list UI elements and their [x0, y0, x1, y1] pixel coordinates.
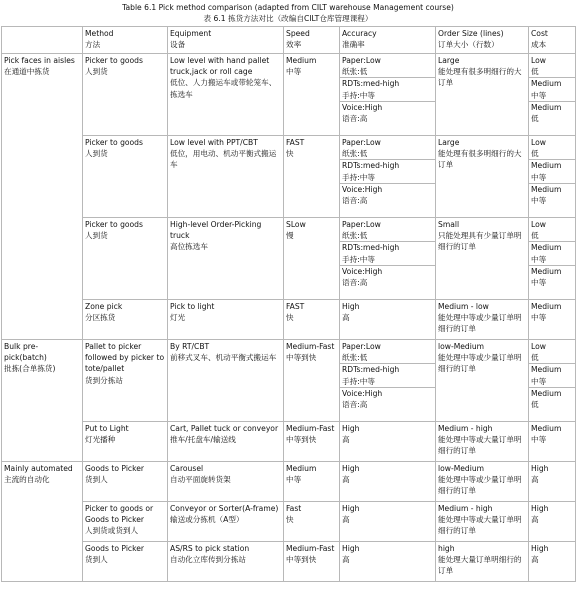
method-cell: Picker to goods 人到货 — [83, 218, 168, 300]
accuracy-cell: High 高 — [340, 502, 436, 542]
header-speed: Speed 效率 — [284, 27, 340, 54]
order-size-cell: low-Medium 能处理中等或少量订单明细行的订单 — [436, 462, 529, 502]
cost-cell: Medium 中等 — [529, 300, 576, 340]
order-size-cell: Small 只能处理具有少量订单明细行的订单 — [436, 218, 529, 300]
equipment-cell: Pick to light 灯光 — [168, 300, 284, 340]
order-size-cell: Large 能处理有很多明细行的大订单 — [436, 54, 529, 136]
table-row — [2, 136, 576, 218]
table-row — [2, 218, 576, 300]
table-row — [2, 462, 576, 502]
cost-cell: Low 低 Medium 中等 Medium 中等 — [529, 218, 576, 300]
order-size-cell: high 能处理大量订单明细行的订单 — [436, 542, 529, 582]
header-group-cell — [2, 27, 83, 54]
cost-cell: Low 低 Medium 中等 Medium 低 — [529, 340, 576, 422]
speed-cell: Medium 中等 — [284, 462, 340, 502]
order-size-cell: Large 能处理有很多明细行的大订单 — [436, 136, 529, 218]
table-row — [2, 502, 576, 542]
cost-cell: High 高 — [529, 502, 576, 542]
order-size-cell: Medium - high 能处理中等或大量订单明细行的订单 — [436, 422, 529, 462]
accuracy-cell: Paper:Low 纸张:低 RDTs:med-high 手持:中等 Voice:High 语音:高 — [340, 136, 436, 218]
speed-cell: Medium-Fast 中等到快 — [284, 422, 340, 462]
speed-cell: FAST 快 — [284, 136, 340, 218]
header-equipment: Equipment 设备 — [168, 27, 284, 54]
header-row — [2, 27, 576, 54]
order-size-cell: Medium - high 能处理中等或大量订单明细行的订单 — [436, 502, 529, 542]
cost-cell: Low 低 Medium 中等 Medium 低 — [529, 54, 576, 136]
table-row — [2, 54, 576, 136]
table-row — [2, 542, 576, 582]
accuracy-cell: High 高 — [340, 462, 436, 502]
speed-cell: Medium 中等 — [284, 54, 340, 136]
equipment-cell: Carousel 自动平面旋转货架 — [168, 462, 284, 502]
accuracy-cell: Paper:Low 纸张:低 RDTs:med-high 手持:中等 Voice:High 语音:高 — [340, 340, 436, 422]
accuracy-cell: High 高 — [340, 422, 436, 462]
accuracy-cell: High 高 — [340, 300, 436, 340]
speed-cell: FAST 快 — [284, 300, 340, 340]
cost-cell: Medium 中等 — [529, 422, 576, 462]
cost-cell: High 高 — [529, 462, 576, 502]
method-cell: Picker to goods 人到货 — [83, 136, 168, 218]
speed-cell: Medium-Fast 中等到快 — [284, 542, 340, 582]
accuracy-cell: Paper:Low 纸张:低 RDTs:med-high 手持:中等 Voice:High 语音:高 — [340, 54, 436, 136]
equipment-cell: High-level Order-Picking truck 高位拣选车 — [168, 218, 284, 300]
equipment-cell: By RT/CBT 前移式叉车、机动平衡式搬运车 — [168, 340, 284, 422]
header-cost: Cost 成本 — [529, 27, 576, 54]
method-cell: Picker to goods 人到货 — [83, 54, 168, 136]
cost-cell: High 高 — [529, 542, 576, 582]
method-cell: Goods to Picker 货到人 — [83, 542, 168, 582]
speed-cell: Medium-Fast 中等到快 — [284, 340, 340, 422]
equipment-cell: Cart, Pallet tuck or conveyor 推车/托盘车/输送线 — [168, 422, 284, 462]
order-size-cell: Medium - low 能处理中等或少量订单明细行的订单 — [436, 300, 529, 340]
method-cell: Pallet to picker followed by picker to tote/pallet 货到分拣站 — [83, 340, 168, 422]
cost-cell: Low 低 Medium 中等 Medium 中等 — [529, 136, 576, 218]
equipment-cell: Conveyor or Sorter(A-frame) 输送或分拣机（A型） — [168, 502, 284, 542]
accuracy-cell: High 高 — [340, 542, 436, 582]
group-label-pick-faces: Pick faces in aisles 在通道中拣货 — [2, 54, 83, 340]
speed-cell: SLow 慢 — [284, 218, 340, 300]
equipment-cell: AS/RS to pick station 自动化立库传到分拣站 — [168, 542, 284, 582]
header-method: Method 方法 — [83, 27, 168, 54]
table-row — [2, 300, 576, 340]
group-label-mainly-automated: Mainly automated 主流的自动化 — [2, 462, 83, 582]
caption-english: Table 6.1 Pick method comparison (adapted from CILT warehouse Management course) — [122, 3, 454, 12]
method-cell: Put to Light 灯光播种 — [83, 422, 168, 462]
equipment-cell: Low level with PPT/CBT 低位，用电动、机动平衡式搬运车 — [168, 136, 284, 218]
order-size-cell: low-Medium 能处理中等或少量订单明细行的订单 — [436, 340, 529, 422]
method-cell: Picker to goods or Goods to Picker 人到货或货到人 — [83, 502, 168, 542]
header-accuracy: Accuracy 准确率 — [340, 27, 436, 54]
method-cell: Zone pick 分区拣货 — [83, 300, 168, 340]
equipment-cell: Low level with hand pallet truck,jack or roll cage 低位、人力搬运车或带轮笼车、拣选车 — [168, 54, 284, 136]
method-cell: Goods to Picker 货到人 — [83, 462, 168, 502]
speed-cell: Fast 快 — [284, 502, 340, 542]
table-row — [2, 340, 576, 422]
accuracy-cell: Paper:Low 纸张:低 RDTs:med-high 手持:中等 Voice:High 语音:高 — [340, 218, 436, 300]
caption-chinese: 表 6.1 拣货方法对比（改编自CILT仓库管理课程） — [203, 14, 373, 23]
table-row — [2, 422, 576, 462]
table-caption — [0, 0, 576, 24]
header-order-size: Order Size (lines) 订单大小（行数） — [436, 27, 529, 54]
pick-method-table — [1, 26, 576, 582]
group-label-bulk-pre-pick: Bulk pre- pick(batch) 批拣(合单拣货) — [2, 340, 83, 462]
